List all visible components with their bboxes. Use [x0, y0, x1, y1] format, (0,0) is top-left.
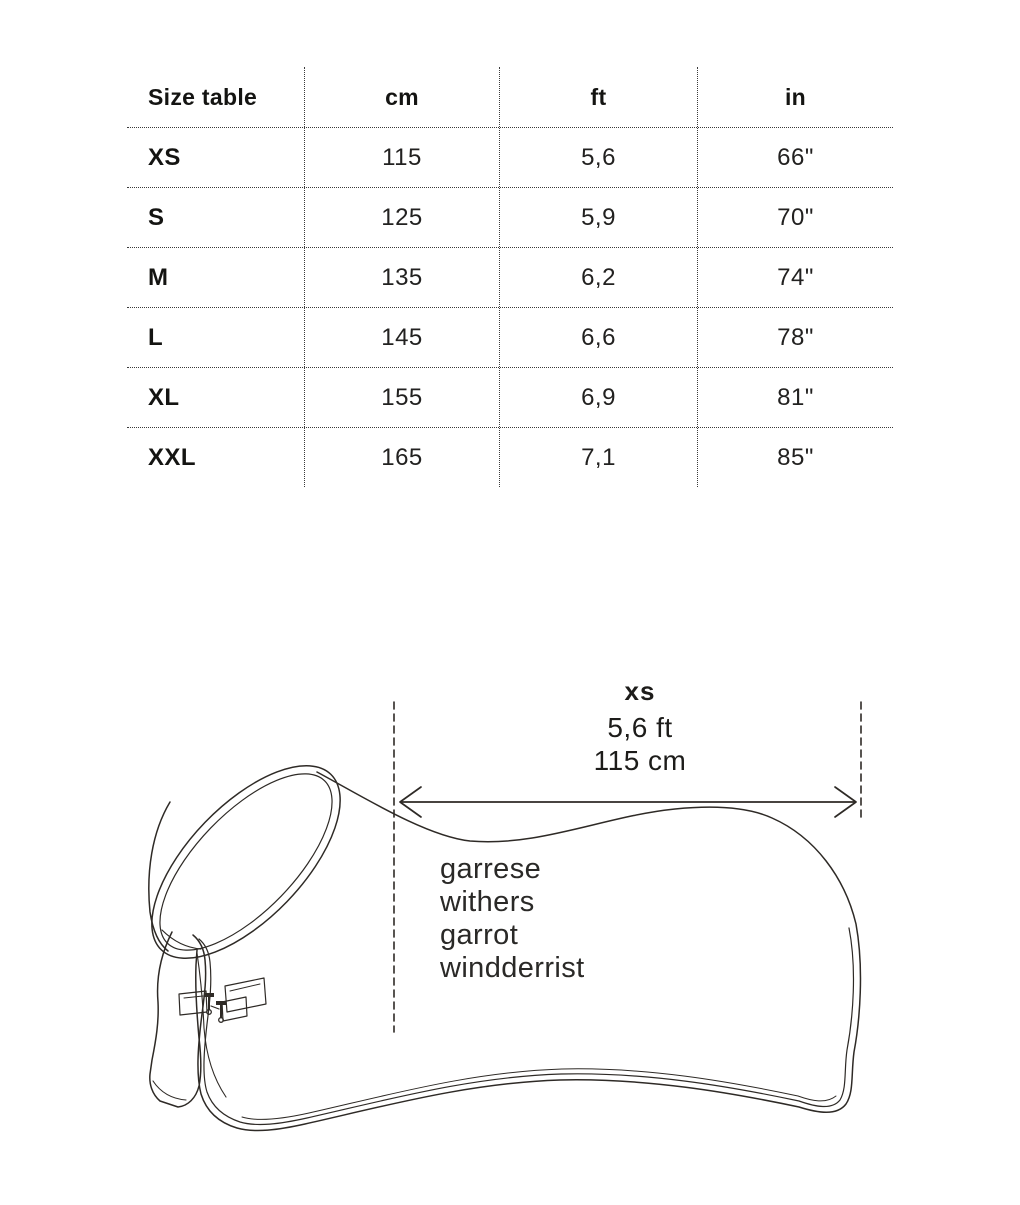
in-cell: 66" [777, 143, 814, 171]
in-cell: 74" [777, 263, 814, 291]
header-size-table: Size table [127, 67, 305, 127]
cm-cell: 155 [305, 368, 500, 427]
ft-cell: 5,6 [500, 128, 698, 187]
size-cell: XS [127, 128, 305, 187]
withers-term-withers: withers [440, 886, 535, 918]
table-row-xxl [127, 427, 893, 487]
header-cm: cm [305, 67, 500, 127]
dimension-arrow [400, 787, 856, 817]
ft-cell: 6,2 [500, 248, 698, 307]
header-ft: ft [500, 67, 698, 127]
in-cell: 78" [777, 323, 814, 351]
dimension-ft-value: 5,6 ft [607, 712, 673, 743]
dimension-cm-value: 115 cm [593, 745, 687, 776]
cm-cell: 145 [305, 308, 500, 367]
table-row-xs [127, 127, 893, 187]
in-cell: 85" [777, 443, 814, 471]
withers-term-garrese: garrese [440, 853, 542, 885]
ft-cell: 6,9 [500, 368, 698, 427]
horse-blanket-measurement-diagram [0, 660, 1020, 1200]
in-cell: 70" [777, 203, 814, 231]
cm-cell: 135 [305, 248, 500, 307]
chest-flap-bevel-line [153, 1081, 186, 1100]
withers-term-garrot: garrot [440, 919, 519, 951]
ft-cell: 5,9 [500, 188, 698, 247]
ft-cell: 6,6 [500, 308, 698, 367]
size-table-header-row [127, 67, 893, 127]
size-table [127, 67, 893, 487]
header-in: in [784, 83, 807, 110]
size-cell: M [127, 248, 305, 307]
dimension-size-label: xs [624, 676, 656, 706]
front-strap-right [222, 978, 266, 1021]
ft-cell: 7,1 [500, 428, 698, 487]
table-row-l [127, 307, 893, 367]
size-cell: XL [127, 368, 305, 427]
table-row-m [127, 247, 893, 307]
size-cell: S [127, 188, 305, 247]
cm-cell: 115 [305, 128, 500, 187]
size-cell: L [127, 308, 305, 367]
neck-opening [120, 735, 372, 990]
table-row-s [127, 187, 893, 247]
table-row-xl [127, 367, 893, 427]
withers-term-windderrist: windderrist [440, 952, 585, 984]
cm-cell: 125 [305, 188, 500, 247]
in-cell: 81" [777, 383, 814, 411]
cm-cell: 165 [305, 428, 500, 487]
size-cell: XXL [127, 428, 305, 487]
